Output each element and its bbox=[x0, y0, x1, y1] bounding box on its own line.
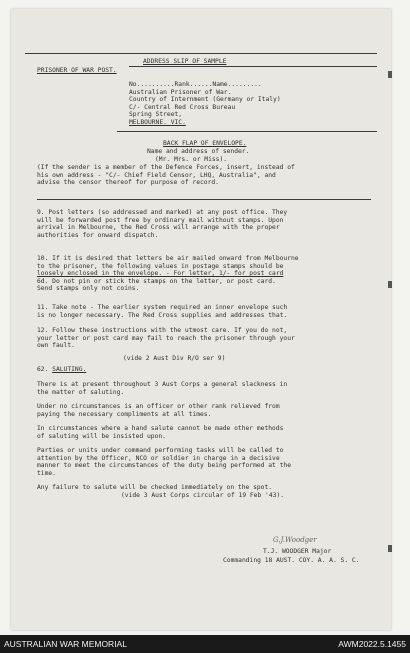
top-rule bbox=[25, 53, 377, 54]
archive-name: AUSTRALIAN WAR MEMORIAL bbox=[4, 639, 127, 649]
pow-heading: PRISONER OF WAR POST. bbox=[37, 67, 117, 74]
saluting-para-1: There is at present throughout 3 Aust Corps a general slackness in the matter of saluting. bbox=[37, 381, 288, 396]
item-number: 9. bbox=[37, 209, 45, 216]
saluting-para-5: Any failure to salute will be checked immediately on the spot. bbox=[37, 484, 273, 491]
saluting-para-2: Under no circumstances is an officer or other rank relieved from paying the necessary compliments at all times. bbox=[37, 403, 280, 418]
section-rule bbox=[37, 199, 371, 200]
item-number: 12. bbox=[37, 327, 49, 334]
envelope-back-heading: BACK FLAP OF ENVELOPE. bbox=[163, 140, 247, 147]
address-line: C/- Central Red Cross Bureau bbox=[129, 103, 236, 111]
item-number: 62. bbox=[37, 366, 49, 373]
sender-name-line: Name and address of sender. bbox=[147, 148, 250, 155]
address-line: Australian Prisoner of War. bbox=[129, 88, 232, 96]
item-11: 11. Take note - The earlier system required an inner envelope such is no longer necessary. The Red Cross supplies and addresses that. bbox=[37, 304, 288, 319]
address-rule bbox=[117, 131, 377, 132]
sender-note: (If the sender is a member of the Defence Forces, insert, instead of his own address - "C/- Chief Field Censor, LHQ, Australia", and advise the censor thereof for purpose of record. bbox=[37, 164, 295, 187]
sender-title-line: (Mr. Mrs. or Miss). bbox=[155, 156, 228, 163]
punch-hole bbox=[388, 281, 392, 288]
item-number: 10. bbox=[37, 255, 49, 262]
address-line: MELBOURNE. VIC. bbox=[129, 118, 186, 126]
archive-footer bbox=[0, 635, 410, 653]
reference-corps-circular: (vide 3 Aust Corps circular of 19 Feb '43). bbox=[121, 492, 285, 499]
handwritten-signature: G.J.Woodger bbox=[273, 536, 317, 544]
punch-hole bbox=[388, 545, 392, 552]
accession-number: AWM2022.5.1455 bbox=[338, 639, 406, 649]
signatory-unit: Commanding 18 AUST. COY. A. A. S. C. bbox=[223, 557, 360, 564]
address-line: Spring Street, bbox=[129, 111, 183, 119]
signatory-name: T.J. WOODGER Major bbox=[263, 548, 332, 555]
item-12: 12. Follow these instructions with the utmost care. If you do not, your letter or post card may fail to reach the prisoner through your own fault. bbox=[37, 327, 295, 350]
punch-hole bbox=[388, 71, 392, 78]
item-10: 10. If it is desired that letters be air mailed onward from Melbourne to the prisoner, the following values in postage stamps should be loosely enclosed in the envelope. - For letter, 1/- for post card 6d. Do not pin or stick the stamps on the letter, or post card. Send stamps only not coins. bbox=[37, 255, 299, 293]
address-block bbox=[129, 81, 369, 127]
reference-div-ro: (vide 2 Aust Div R/O ser 9) bbox=[123, 355, 226, 362]
address-line: Country of Internment (Germany or Italy) bbox=[129, 96, 281, 104]
header-rule bbox=[129, 66, 377, 67]
saluting-para-4: Parties or units under command performing tasks will be called to attention by the Officer, NCO or soldier in charge in a decisive manner to meet the circumstances of the duty being performed at the time. bbox=[37, 447, 292, 477]
saluting-heading: 62. SALUTING. bbox=[37, 366, 87, 373]
item-number: 11. bbox=[37, 304, 49, 311]
address-line: No..........Rank......Name......... bbox=[129, 81, 262, 88]
document-page bbox=[11, 9, 391, 630]
saluting-para-3: In circumstances where a hand salute cannot be made other methods of saluting will be insisted upon. bbox=[37, 425, 284, 440]
address-slip-title: ADDRESS SLIP OF SAMPLE bbox=[143, 58, 227, 65]
item-9: 9. Post letters (so addressed and marked) at any post office. They will be forwarded post free by ordinary mail without stamps. Upon arrival in Melbourne, the Red Cross will arrange with the proper authorities for onward dispatch. bbox=[37, 209, 288, 239]
